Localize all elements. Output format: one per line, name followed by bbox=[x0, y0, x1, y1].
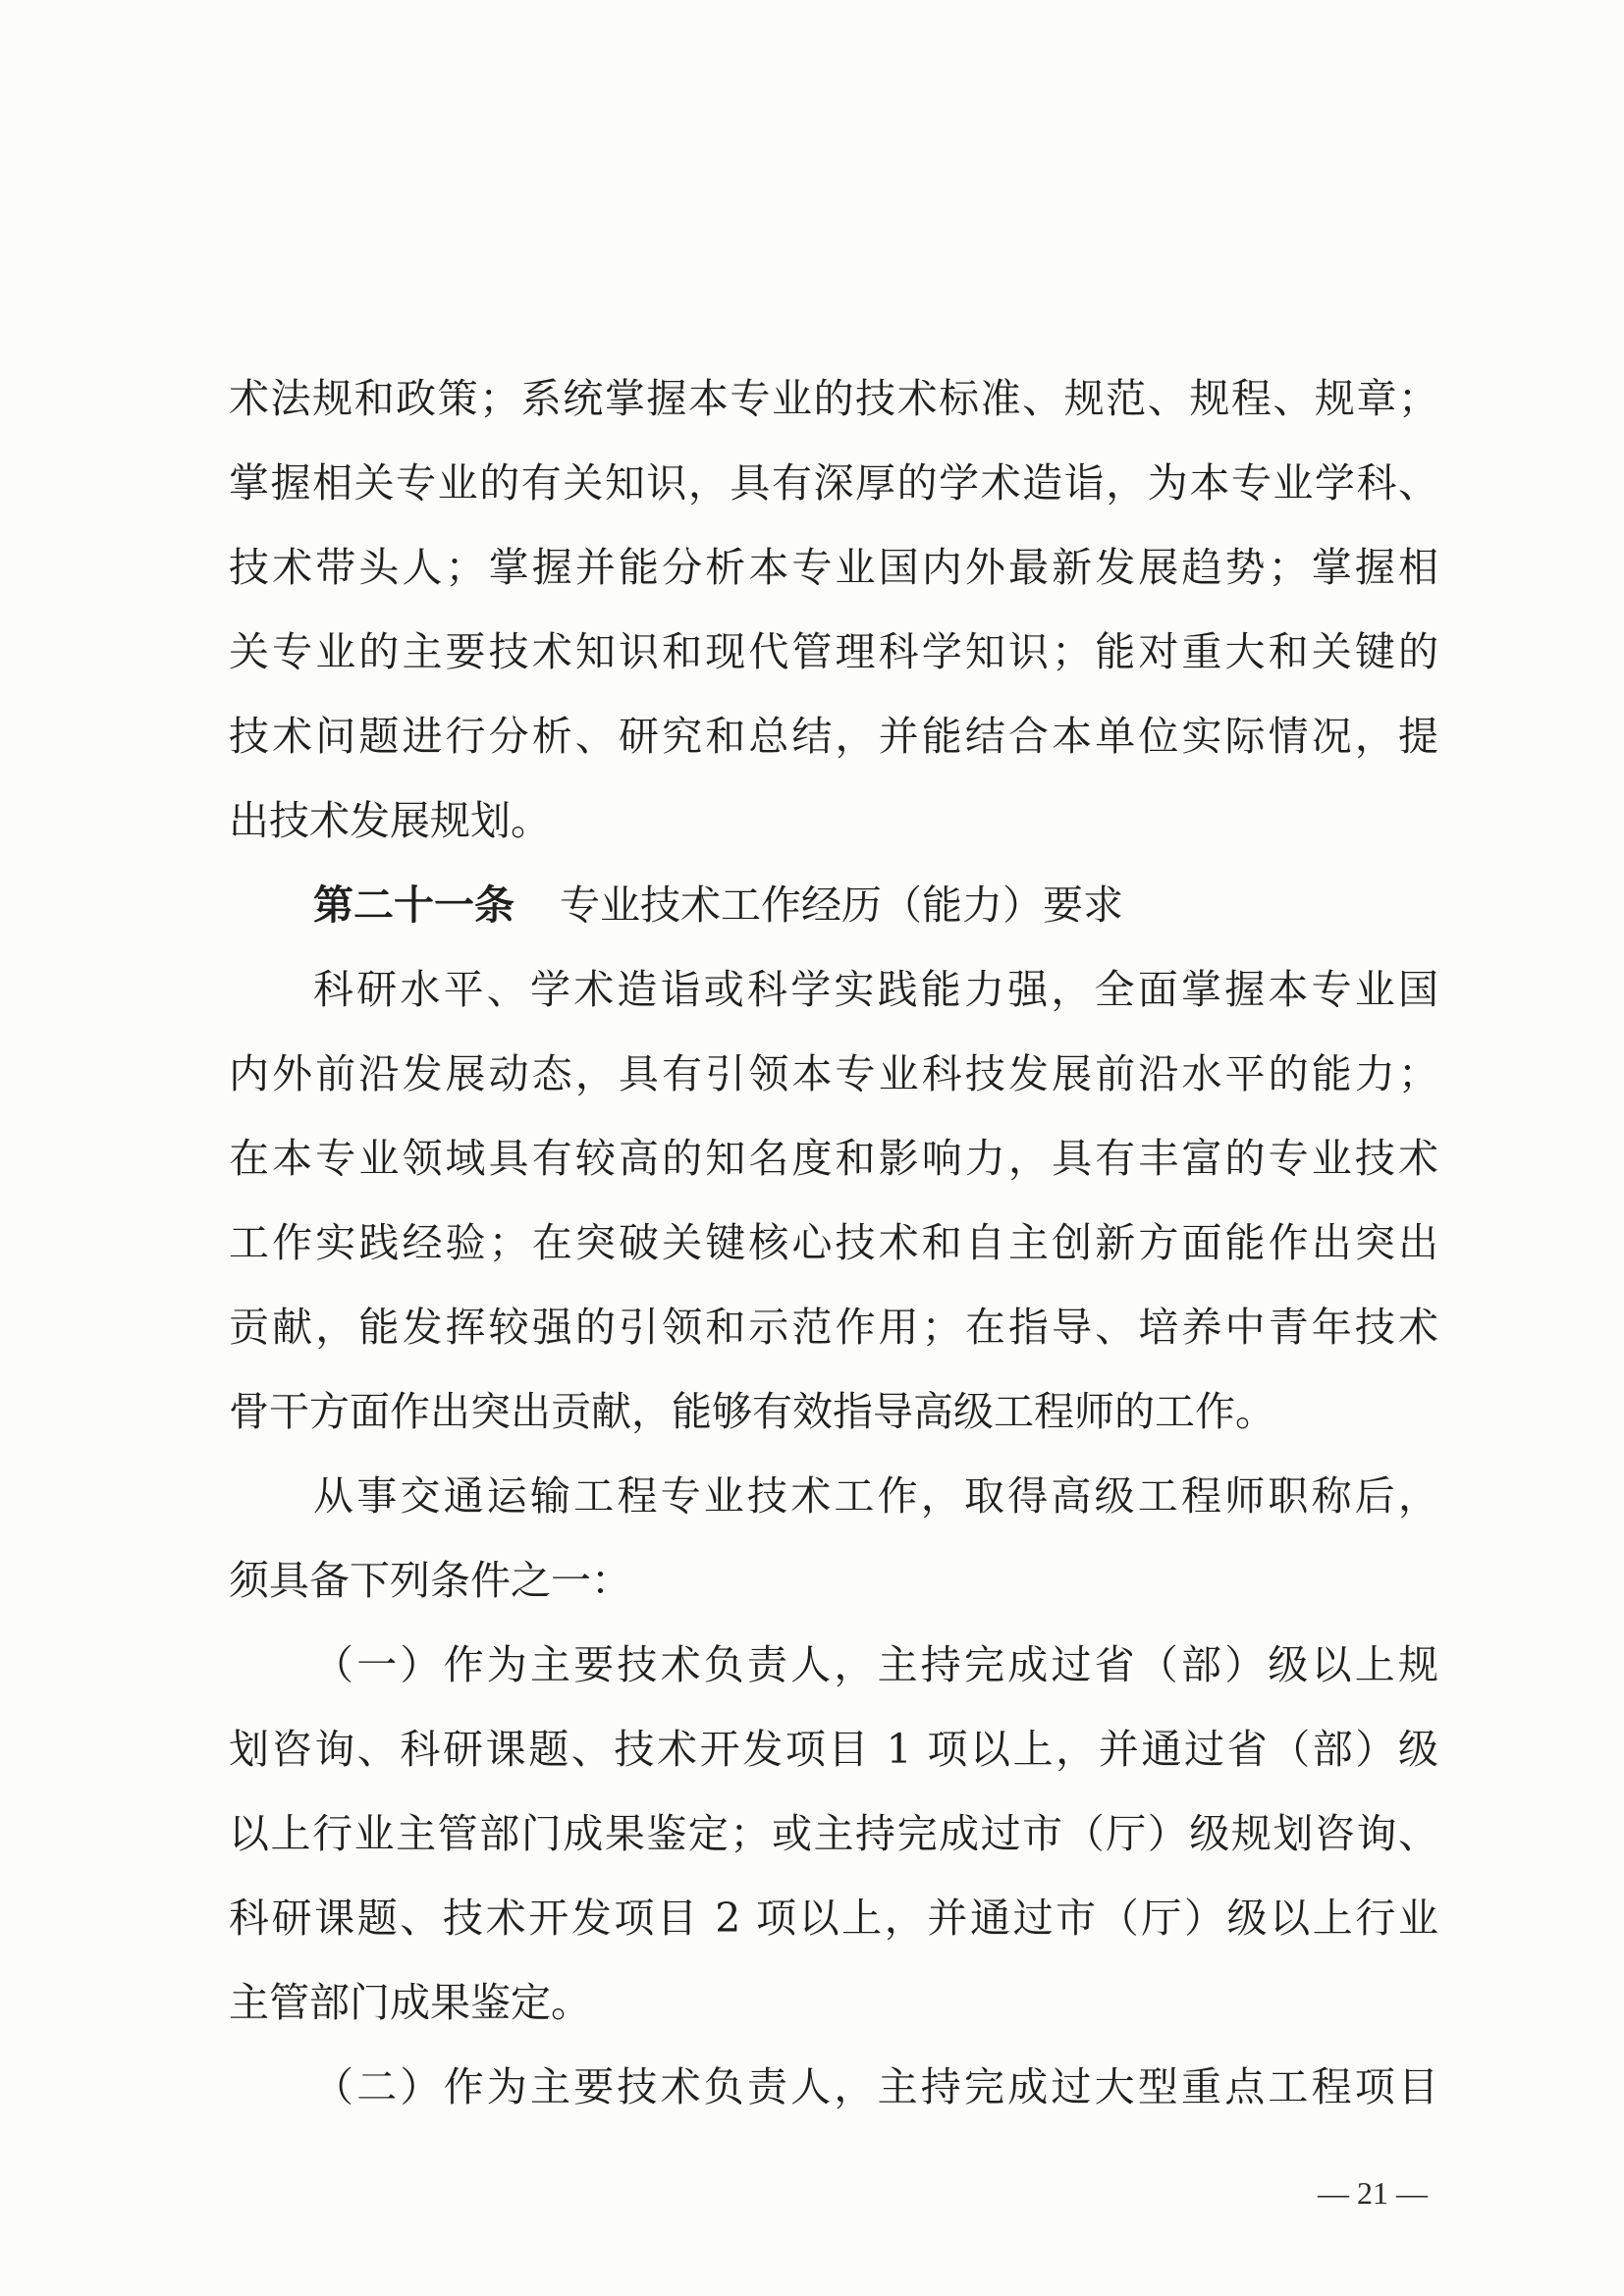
text-line: 在本专业领域具有较高的知名度和影响力，具有丰富的专业技术 bbox=[229, 1135, 1438, 1182]
text-line: 内外前沿发展动态，具有引领本专业科技发展前沿水平的能力； bbox=[229, 1050, 1438, 1097]
article-title: 专业技术工作经历（能力）要求 bbox=[560, 881, 1123, 929]
text-line: 须具备下列条件之一： bbox=[229, 1557, 631, 1604]
text-line: 术法规和政策；系统掌握本专业的技术标准、规范、规程、规章； bbox=[229, 375, 1438, 422]
page-number: — 21 — bbox=[1318, 2175, 1428, 2211]
text-line: 工作实践经验；在突破关键核心技术和自主创新方面能作出突出 bbox=[229, 1219, 1438, 1266]
text-line: 主管部门成果鉴定。 bbox=[229, 1979, 591, 2026]
text-line: 划咨询、科研课题、技术开发项目 1 项以上，并通过省（部）级 bbox=[229, 1726, 1438, 1773]
paragraph-conditions-intro bbox=[229, 1454, 1438, 1623]
text-line: （一）作为主要技术负责人，主持完成过省（部）级以上规 bbox=[313, 1641, 1438, 1688]
text-line: 出技术发展规划。 bbox=[229, 797, 551, 844]
article-number: 第二十一条 bbox=[313, 881, 514, 929]
article-heading bbox=[229, 863, 1438, 947]
text-line: 科研水平、学术造诣或科学实践能力强，全面掌握本专业国 bbox=[313, 966, 1438, 1013]
text-line: 骨干方面作出突出贡献，能够有效指导高级工程师的工作。 bbox=[229, 1388, 1275, 1435]
paragraph-requirements bbox=[229, 947, 1438, 1454]
text-line: 技术问题进行分析、研究和总结，并能结合本单位实际情况，提 bbox=[229, 713, 1438, 760]
text-line: 以上行业主管部门成果鉴定；或主持完成过市（厅）级规划咨询、 bbox=[229, 1810, 1438, 1857]
text-line: 关专业的主要技术知识和现代管理科学知识；能对重大和关键的 bbox=[229, 628, 1438, 675]
paragraph-condition-1 bbox=[229, 1623, 1438, 2045]
text-line: 掌握相关专业的有关知识，具有深厚的学术造诣，为本专业学科、 bbox=[229, 459, 1438, 507]
body-text bbox=[229, 356, 1438, 2129]
paragraph-condition-2 bbox=[229, 2045, 1438, 2129]
text-line: （二）作为主要技术负责人，主持完成过大型重点工程项目 bbox=[313, 2063, 1438, 2110]
text-line: 从事交通运输工程专业技术工作，取得高级工程师职称后， bbox=[313, 1472, 1438, 1520]
text-line: 贡献，能发挥较强的引领和示范作用；在指导、培养中青年技术 bbox=[229, 1304, 1438, 1351]
text-line: 技术带头人；掌握并能分析本专业国内外最新发展趋势；掌握相 bbox=[229, 544, 1438, 591]
text-line: 科研课题、技术开发项目 2 项以上，并通过市（厅）级以上行业 bbox=[229, 1895, 1438, 1942]
paragraph-continued bbox=[229, 356, 1438, 863]
